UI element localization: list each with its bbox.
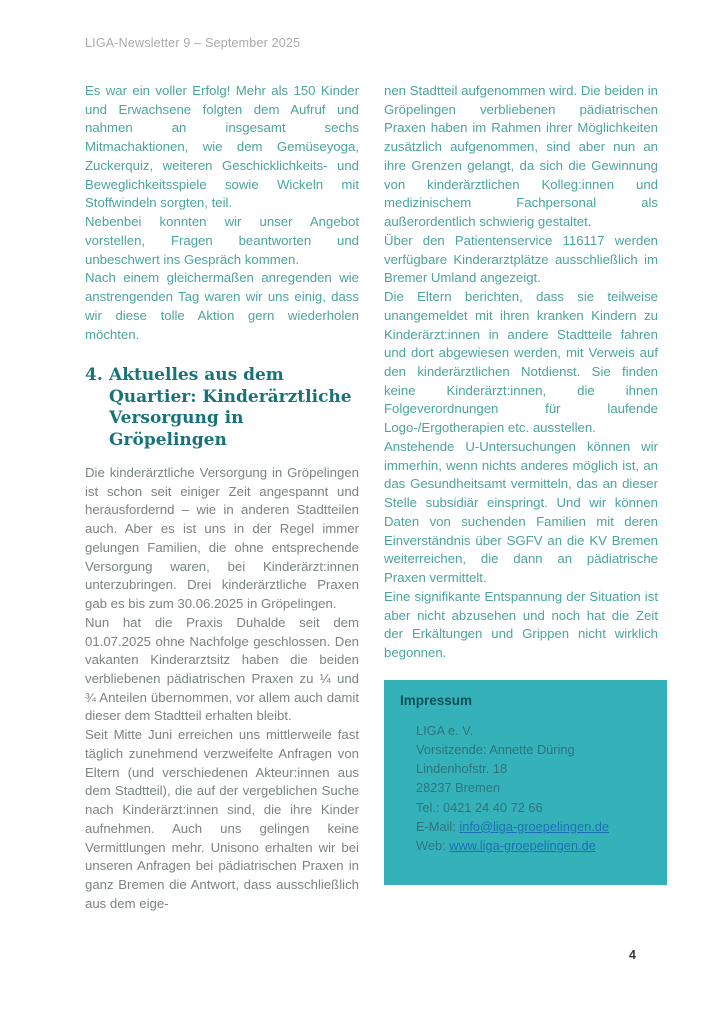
impressum-details: [416, 721, 651, 855]
paragraph: Nach einem gleichermaßen anregenden wie anstrengenden Tag waren wir uns einig, dass wir diese tolle Aktion gern wiederholen möchten.: [85, 270, 359, 342]
paragraph: nen Stadtteil aufgenommen wird. Die beiden in Gröpelingen verbliebenen pädiatrischen Praxen haben im Rahmen ihrer Möglichkeiten zusätzlich aufgenommen, sind aber nun an ihre Grenzen gelangt, da sich die Gewinnung von kinderärztlichen Kolleg:innen und medizinischem Fachpersonal als außerordentlich schwierig gestaltet.: [384, 83, 658, 230]
paragraph: Nebenbei konnten wir unser Angebot vorstellen, Fragen beantworten und unbeschwert ins Gespräch kommen.: [85, 214, 359, 267]
paragraph: Die kinderärztliche Versorgung in Gröpelingen ist schon seit einiger Zeit angespannt und herausfordernd – wie in anderen Stadtteilen auch. Aber es ist uns in der Regel immer gelungen Familien, die ohne entsprechende Versorgung waren, bei Kinderärzt:innen unterzubringen. Drei kinderärztliche Praxen gab es bis zum 30.06.2025 in Gröpelingen.: [85, 464, 359, 612]
impressum-org: LIGA e. V.: [416, 722, 474, 738]
impressum-phone: Tel.: 0421 24 40 72 66: [416, 799, 543, 815]
section-title: Aktuelles aus dem Quartier: Kinderärztliche Versorgung in Gröpelingen: [109, 365, 352, 450]
paragraph: Anstehende U-Untersuchungen können wir immerhin, wenn nichts anderes möglich ist, an das Gesundheitsamt vermitteln, das an dieser Stelle subsidiär einspringt. Und wir können Daten von suchenden Familien mit deren Einverständnis über SGFV an die KV Bremen weiterreichen, die dann an pädiatrische Praxen vermittelt.: [384, 438, 658, 586]
web-link[interactable]: www.liga-groepelingen.de: [449, 837, 596, 853]
paragraph: Eine signifikante Entspannung der Situation ist aber nicht abzusehen und noch hat die Zeit der Erkältungen und Grippen nicht wirklich begonnen.: [384, 588, 658, 661]
email-link[interactable]: info@liga-groepelingen.de: [459, 818, 609, 834]
right-column: [384, 82, 658, 914]
paragraph: Seit Mitte Juni erreichen uns mittlerweile fast täglich zunehmend verzweifelte Anfragen von Eltern (und verschiedenen Akteur:innen aus dem Stadtteil), die auf der vergeblichen Suche nach Kinderärzt:innen sind, die ihre Kinder aufnehmen. Auch uns gelingen keine Vermittlungen mehr. Unisono erhalten wir bei unseren Anfragen bei pädiatrischen Praxen in ganz Bremen die Antwort, dass ausschließlich aus dem eige-: [85, 727, 359, 911]
section-number: 4.: [85, 365, 103, 386]
section-heading: [85, 365, 359, 451]
email-label: E-Mail:: [416, 818, 460, 834]
impressum-box: [384, 680, 667, 885]
two-column-body: [85, 82, 658, 914]
impressum-street: Lindenhofstr. 18: [416, 761, 508, 777]
paragraph: Die Eltern berichten, dass sie teilweise unangemeldet mit ihren kranken Kindern zu Kinderärzt:innen in andere Stadtteile fahren und dort abgewiesen werden, mit Verweis auf den kinderärztlichen Notdienst. Sie finden keine Kinderärzt:innen, die ihnen Folgeverordnungen für laufende Logo-/Ergotherapien etc. ausstellen.: [384, 289, 658, 436]
web-label: Web:: [416, 837, 450, 853]
impressum-email-line: [416, 817, 651, 836]
left-column: [85, 82, 359, 914]
impressum-title: Impressum: [400, 692, 473, 708]
paragraph: Über den Patientenservice 116117 werden verfügbare Kinderarztplätze ausschließlich im Bremer Umland angezeigt.: [384, 232, 658, 286]
page-number: 4: [629, 948, 636, 962]
impressum-chairwoman: Vorsitzende: Annette Düring: [416, 741, 575, 757]
page-header: LIGA-Newsletter 9 – September 2025: [85, 36, 301, 50]
paragraph: Nun hat die Praxis Duhalde seit dem 01.07.2025 ohne Nachfolge geschlossen. Den vakanten Kinderarztsitz haben die beiden verbliebenen pädiatrischen Praxen zu ¼ und ¾ Anteilen übernommen, vor allem auch damit dieser dem Stadtteil erhalten bleibt.: [85, 614, 359, 724]
paragraph: Es war ein voller Erfolg! Mehr als 150 Kinder und Erwachsene folgten dem Aufruf und nahmen an insgesamt sechs Mitmachaktionen, wie dem Gemüseyoga, Zuckerquiz, weiteren Geschicklichkeits- und Beweglichkeitsspiele sowie Wickeln mit Stoffwindeln sorgten, teil.: [85, 83, 359, 211]
impressum-city: 28237 Bremen: [416, 780, 500, 796]
impressum-web-line: [416, 836, 651, 855]
